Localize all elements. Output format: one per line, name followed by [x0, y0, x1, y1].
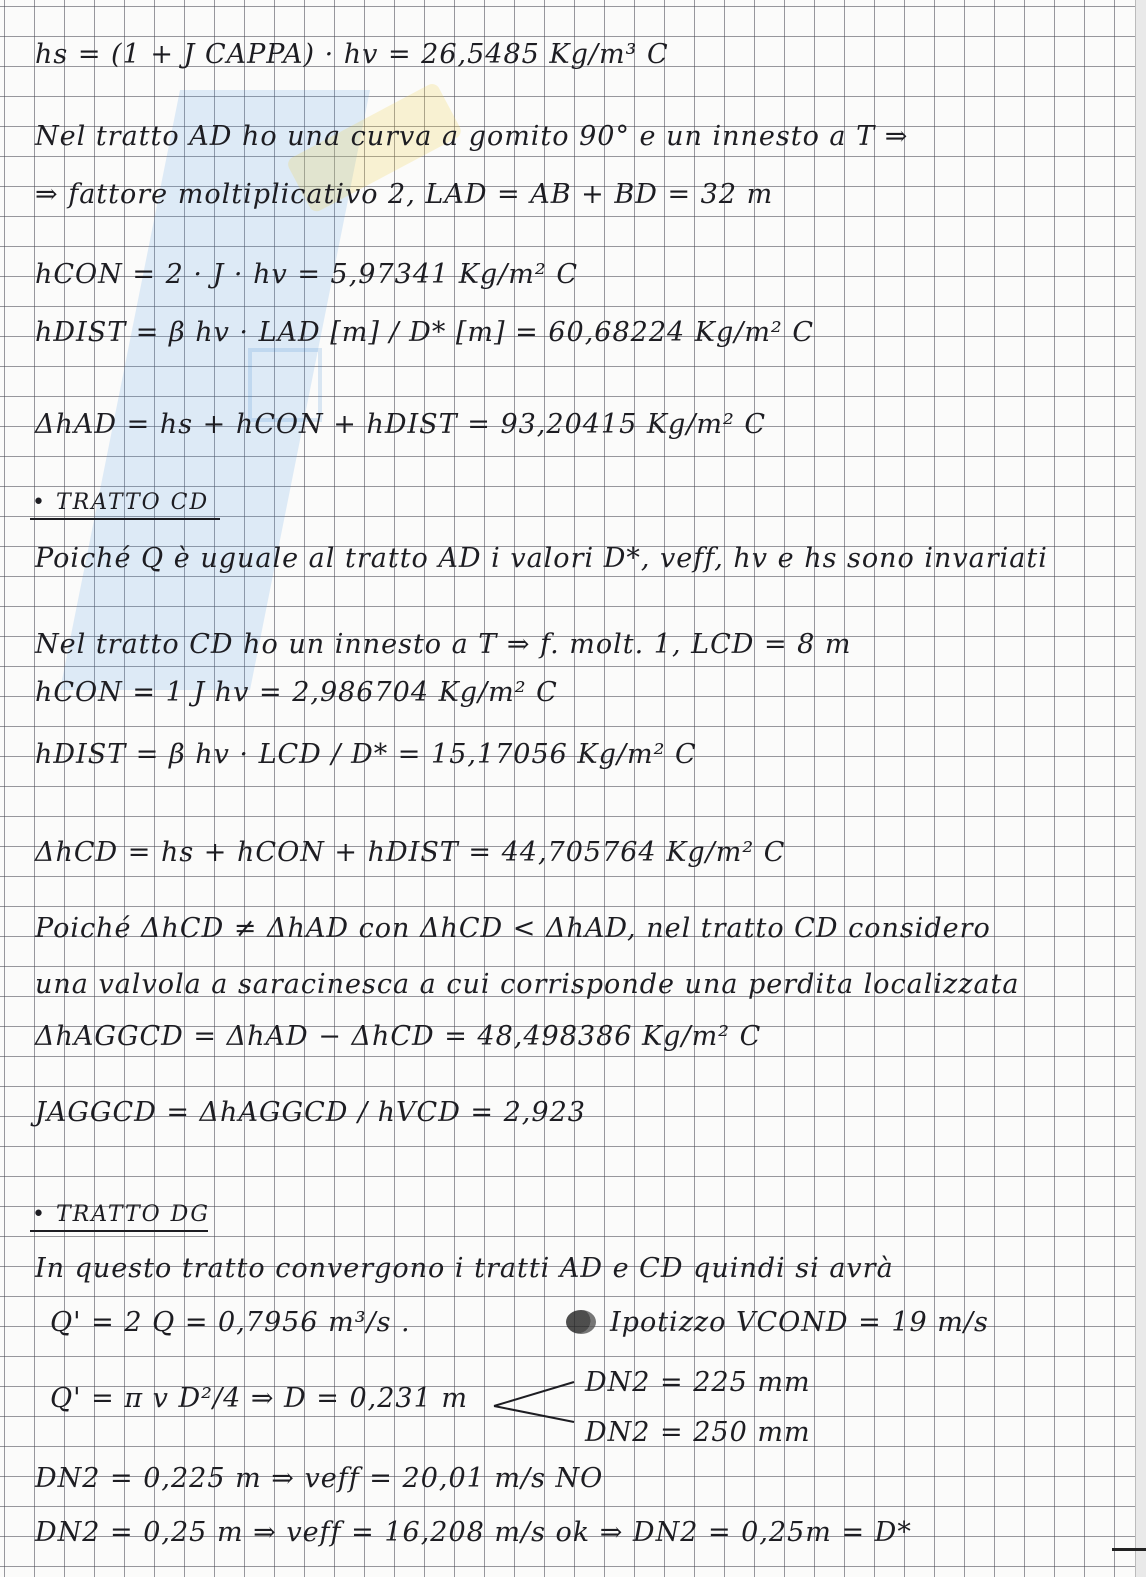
formula-delta-h-cd: ΔhCD = hs + hCON + hDIST = 44,705764 Kg/m² C: [35, 837, 786, 868]
branch-lines: [492, 1378, 582, 1428]
edge-mark: [1112, 1548, 1146, 1551]
section-underline-dg: [30, 1230, 208, 1232]
text-tratto-ad: Nel tratto AD ho una curva a gomito 90° e un innesto a T ⇒: [35, 121, 909, 152]
formula-hs: hs = (1 + J CAPPA) · hv = 26,5485 Kg/m³ C: [35, 39, 669, 70]
formula-hdist-cd: hDIST = β hv · LCD / D* = 15,17056 Kg/m² C: [35, 739, 697, 770]
formula-hcon-ad: hCON = 2 · J · hv = 5,97341 Kg/m² C: [35, 259, 578, 290]
formula-j-agg: JAGGCD = ΔhAGGCD / hVCD = 2,923: [35, 1097, 586, 1128]
text-poiche-delta: Poiché ΔhCD ≠ ΔhAD con ΔhCD < ΔhAD, nel tratto CD considero: [35, 913, 991, 944]
option-dn2-250: DN2 = 250 mm: [585, 1417, 811, 1448]
formula-hcon-cd: hCON = 1 J hv = 2,986704 Kg/m² C: [35, 677, 558, 708]
section-underline-cd: [30, 518, 220, 520]
text-convergono: In questo tratto convergono i tratti AD e CD quindi si avrà: [35, 1253, 894, 1284]
check-dn2-250: DN2 = 0,25 m ⇒ veff = 16,208 m/s ok ⇒ DN2 = 0,25m = D*: [35, 1517, 912, 1548]
formula-delta-h-agg: ΔhAGGCD = ΔhAD − ΔhCD = 48,498386 Kg/m² C: [35, 1021, 762, 1052]
text-tratto-cd: Nel tratto CD ho un innesto a T ⇒ f. molt. 1, LCD = 8 m: [35, 629, 852, 660]
ink-scribble: [566, 1310, 596, 1334]
option-dn2-225: DN2 = 225 mm: [585, 1367, 811, 1398]
formula-q-prime: Q' = 2 Q = 0,7956 m³/s .: [50, 1307, 411, 1338]
section-title-dg: • TRATTO DG: [32, 1202, 210, 1227]
formula-delta-h-ad: ΔhAD = hs + hCON + hDIST = 93,20415 Kg/m² C: [35, 409, 767, 440]
text-ipotizzo: Ipotizzo VCOND = 19 m/s: [610, 1307, 989, 1338]
text-valvola: una valvola a saracinesca a cui corrisponde una perdita localizzata: [35, 969, 1020, 1000]
formula-hdist-ad: hDIST = β hv · LAD [m] / D* [m] = 60,68224 Kg/m² C: [35, 317, 814, 348]
text-poiche-q: Poiché Q è uguale al tratto AD i valori D*, veff, hv e hs sono invariati: [35, 543, 1048, 574]
section-title-cd: • TRATTO CD: [32, 490, 210, 515]
formula-diameter: Q' = π v D²/4 ⇒ D = 0,231 m: [50, 1383, 468, 1414]
page-edge: [1135, 0, 1146, 1577]
check-dn2-225: DN2 = 0,225 m ⇒ veff = 20,01 m/s NO: [35, 1463, 604, 1494]
text-fattore: ⇒ fattore moltiplicativo 2, LAD = AB + BD = 32 m: [35, 179, 774, 210]
